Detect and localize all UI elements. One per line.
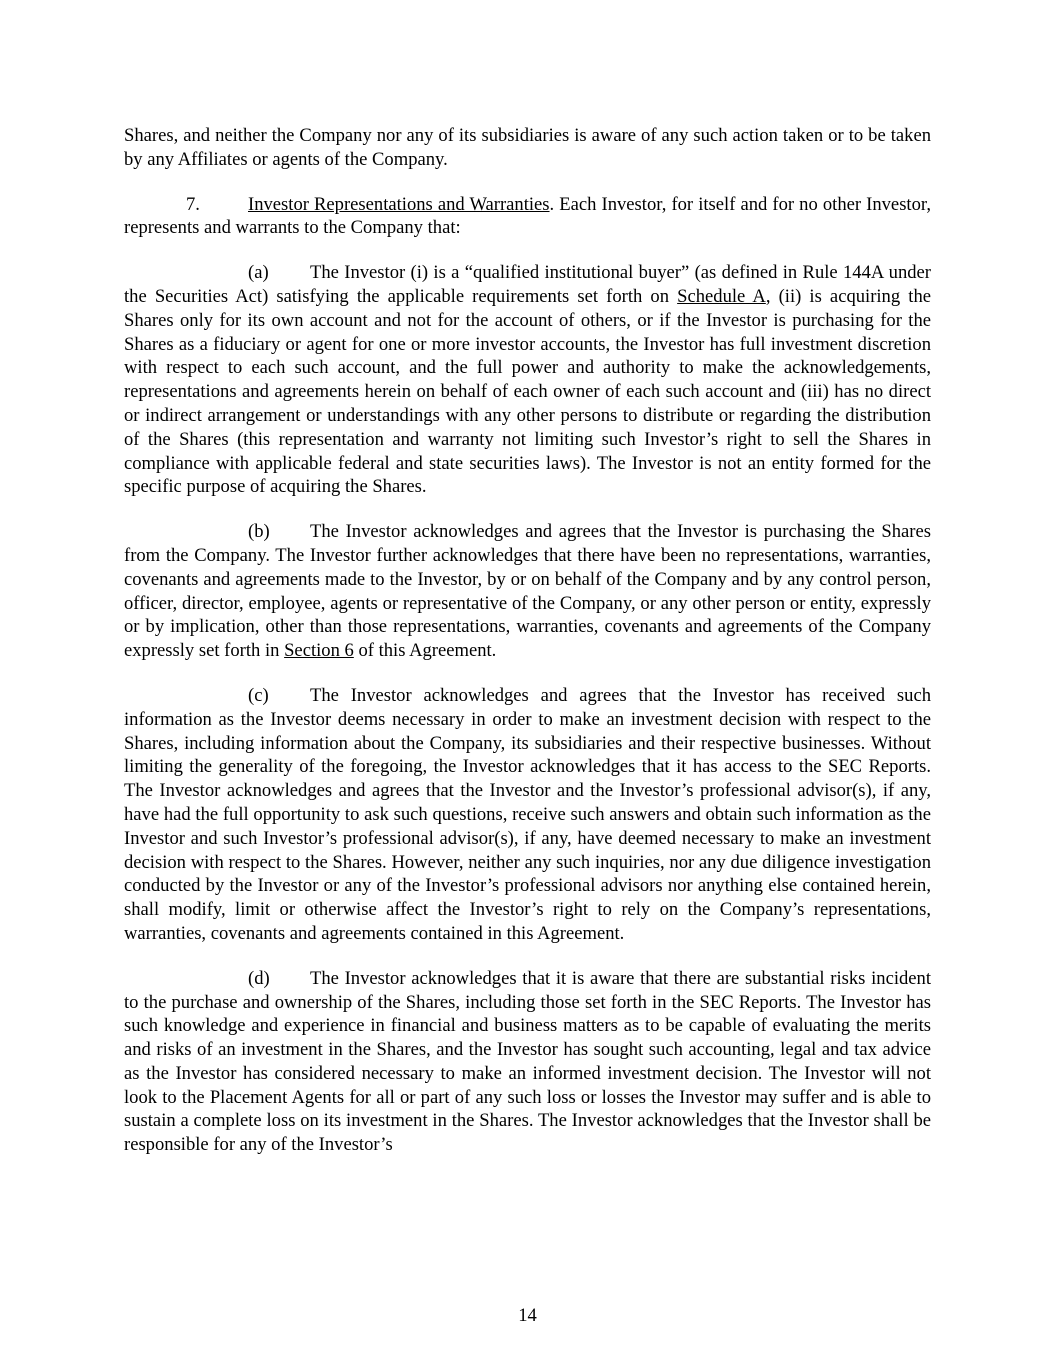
paragraph-b [124, 520, 931, 663]
section-intro-text: Each Investor, for itself and for no other Investor, represents and warrants to the Company that: [124, 193, 931, 239]
page-number: 14 [518, 1305, 537, 1326]
section-7-paragraph [124, 193, 931, 241]
paragraph-b-text-1: The Investor acknowledges and agrees that the Investor is purchasing the Shares from the Company. The Investor further acknowledges that there have been no representations, warranties, covenants and agreements made to the Investor, by or on behalf of the Company and by any control person, officer, director, employee, agents or representative of the Company, or any other person or entity, expressly or by implication, other than those representations, warranties, covenants and agreements of the Company expressly set forth in [124, 521, 931, 662]
paragraph-d-label: (d) [248, 967, 270, 989]
paragraph-a-text-2: , (ii) is acquiring the Shares only for its own account and not for the account of others, or if the Investor is purchasing for the Shares as a fiduciary or agent for one or more investor accounts, the Investor has full investment discretion with respect to each such account, and the full power and authority to make the acknowledgements, representations and agreements herein on behalf of each owner of each such account and (iii) has no direct or indirect arrangement or understandings with any other persons to distribute or regarding the distribution of the Shares (this representation and warranty not limiting such Investor’s right to sell the Shares in compliance with applicable federal and state securities laws). The Investor is not an entity formed for the specific purpose of acquiring the Shares. [124, 285, 931, 498]
paragraph-b-text-2: of this Agreement. [353, 640, 497, 662]
continuation-text: Shares, and neither the Company nor any of its subsidiaries is aware of any such action taken or to be taken by any Affiliates or agents of the Company. [124, 125, 931, 170]
section-heading-suffix: . [549, 193, 555, 215]
paragraph-a-label: (a) [248, 262, 269, 284]
paragraph-a-text-1: The Investor (i) is a “qualified institutional buyer” (as defined in Rule 144A under the Securities Act) satisfying the applicable requirements set forth on [124, 262, 931, 307]
paragraph-c-text: The Investor acknowledges and agrees that the Investor has received such information as the Investor deems necessary in order to make an investment decision with respect to the Shares, including information about the Company, its subsidiaries and their respective businesses. Without limiting the generality of the foregoing, the Investor acknowledges that it has access to the SEC Reports. The Investor acknowledges and agrees that the Investor and the Investor’s professional advisor(s), if any, have had the full opportunity to ask such questions, receive such answers and obtain such information as the Investor and such Investor’s professional advisor(s), if any, have deemed necessary to make an investment decision with respect to the Shares. However, neither any such inquiries, nor any due diligence investigation conducted by the Investor or any of the Investor’s professional advisors nor anything else contained herein, shall modify, limit or otherwise affect the Investor’s right to rely on the Company’s representations, warranties, covenants and agreements contained in this Agreement. [124, 684, 931, 944]
paragraph-b-label: (b) [248, 521, 270, 543]
section-number: 7. [186, 193, 200, 215]
paragraph-a [124, 261, 931, 499]
schedule-a-reference: Schedule A [677, 285, 766, 307]
paragraph-d [124, 967, 931, 1157]
document-page [124, 124, 931, 1178]
continuation-paragraph [124, 124, 931, 172]
section-heading: Investor Representations and Warranties [248, 193, 550, 215]
section-6-reference: Section 6 [284, 640, 354, 662]
paragraph-d-text: The Investor acknowledges that it is aware that there are substantial risks incident to the purchase and ownership of the Shares, including those set forth in the SEC Reports. The Investor has such knowledge and experience in financial and business matters as to be capable of evaluating the merits and risks of an investment in the Shares, and the Investor has sought such accounting, legal and tax advice as the Investor has considered necessary to make an informed investment decision. The Investor will not look to the Placement Agents for all or part of any such loss or losses the Investor may suffer and is able to sustain a complete loss on its investment in the Shares. The Investor acknowledges that the Investor shall be responsible for any of the Investor’s [124, 967, 931, 1156]
paragraph-c-label: (c) [248, 684, 269, 706]
paragraph-c [124, 684, 931, 946]
